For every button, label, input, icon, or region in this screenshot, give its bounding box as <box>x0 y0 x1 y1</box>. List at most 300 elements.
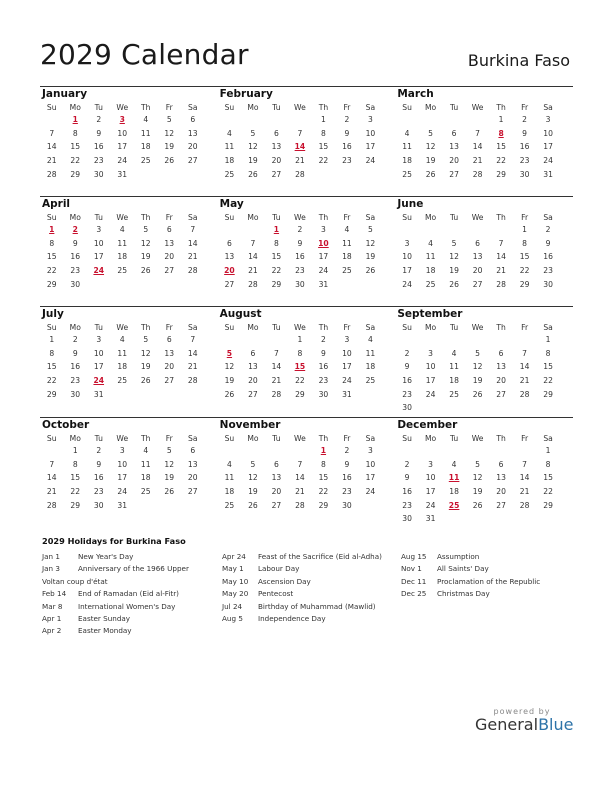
day-cell: 4 <box>143 115 149 124</box>
day-cell: 6 <box>190 446 196 455</box>
holiday-item <box>222 601 386 613</box>
week-row <box>395 127 573 141</box>
day-cell: 27 <box>164 266 175 276</box>
day-cell: 4 <box>368 335 373 344</box>
weekday-header: Fr <box>165 103 173 112</box>
weekday-header-row <box>395 101 573 113</box>
day-cell: 26 <box>140 376 151 386</box>
day-cell: 4 <box>451 348 457 358</box>
day-cell: 17 <box>425 376 436 386</box>
day-cell: 14 <box>519 473 530 483</box>
week-row <box>40 278 218 292</box>
day-cell: 16 <box>70 252 81 262</box>
day-cell <box>218 333 242 347</box>
day-cell <box>442 512 466 526</box>
day-cell: 22 <box>543 487 553 497</box>
day-cell <box>489 333 513 347</box>
day-cell: 4 <box>344 225 350 234</box>
day-cell: 29 <box>543 500 553 510</box>
day-cell: 25 <box>449 389 459 399</box>
weekday-header: Th <box>496 323 506 332</box>
day-cell: 4 <box>143 446 149 455</box>
month-block <box>218 418 396 527</box>
week-row <box>395 471 573 485</box>
month-name: December <box>397 419 458 431</box>
day-cell: 14 <box>187 348 198 358</box>
holiday-item <box>401 563 565 575</box>
weekday-header: Tu <box>449 103 459 112</box>
day-cell: 3 <box>96 225 102 234</box>
weekday-header: We <box>471 103 484 112</box>
day-cell: 11 <box>342 238 352 248</box>
day-cell: 21 <box>271 376 282 386</box>
day-cell: 7 <box>190 335 196 344</box>
day-cell: 12 <box>164 128 175 138</box>
day-cell: 4 <box>227 128 232 138</box>
day-cell <box>395 444 419 458</box>
day-cell: 26 <box>425 169 436 179</box>
holiday-item <box>42 576 212 588</box>
day-cell <box>241 223 265 237</box>
day-cell: 22 <box>496 156 506 166</box>
month-block <box>40 307 218 417</box>
day-cell: 30 <box>402 403 412 413</box>
weekday-header: Su <box>224 103 235 112</box>
day-cell: 28 <box>519 389 530 399</box>
day-cell <box>265 444 289 458</box>
day-cell: 11 <box>140 459 151 469</box>
day-cell: 15 <box>318 142 329 152</box>
weekday-header: Tu <box>272 434 281 443</box>
month-name: June <box>397 198 424 210</box>
weekday-header: Th <box>496 103 506 112</box>
holiday-item <box>42 588 212 600</box>
day-cell: 9 <box>344 459 350 469</box>
week-row <box>395 512 573 526</box>
holiday-day-cell: 11 <box>448 473 460 483</box>
weekday-header: We <box>116 213 129 222</box>
day-cell <box>312 168 336 182</box>
day-cell: 3 <box>428 348 434 358</box>
day-cell: 28 <box>187 376 198 386</box>
day-cell: 21 <box>46 487 57 497</box>
day-cell: 27 <box>472 279 483 289</box>
day-cell: 28 <box>496 279 506 289</box>
weekday-header: Mo <box>424 323 437 332</box>
day-cell: 13 <box>449 142 459 152</box>
day-cell: 15 <box>318 473 329 483</box>
weekday-header: We <box>471 213 484 222</box>
day-cell: 31 <box>543 169 553 179</box>
day-cell: 23 <box>543 266 553 276</box>
day-cell: 20 <box>164 362 175 372</box>
day-cell <box>181 278 205 292</box>
week-row <box>218 264 396 278</box>
holiday-day-cell: 24 <box>93 376 105 386</box>
day-cell: 14 <box>519 362 530 372</box>
day-cell: 23 <box>318 376 329 386</box>
day-cell: 10 <box>342 348 352 358</box>
day-cell: 19 <box>248 487 258 497</box>
day-cell: 24 <box>402 279 412 289</box>
month-name: March <box>397 88 434 100</box>
day-cell: 10 <box>425 362 436 372</box>
day-cell: 8 <box>297 348 303 358</box>
holiday-column-2 <box>222 551 386 625</box>
day-cell: 2 <box>522 115 528 124</box>
day-cell: 13 <box>248 362 258 372</box>
day-cell: 23 <box>342 156 352 166</box>
day-cell: 13 <box>271 473 282 483</box>
week-row <box>395 360 573 374</box>
day-cell <box>134 499 158 513</box>
brand-name <box>475 715 574 734</box>
month-block <box>40 418 218 527</box>
day-cell: 10 <box>93 348 104 358</box>
week-row <box>218 485 396 499</box>
holiday-name: New Year's Day <box>78 552 134 561</box>
day-cell: 8 <box>72 459 78 469</box>
day-cell: 22 <box>318 487 329 497</box>
week-row <box>218 374 396 388</box>
day-cell: 7 <box>475 128 481 138</box>
holiday-item <box>42 601 212 613</box>
day-cell: 15 <box>543 473 553 483</box>
day-cell: 23 <box>519 156 530 166</box>
weekday-header: Mo <box>424 434 437 443</box>
holiday-date: Nov 1 <box>401 564 422 574</box>
week-row <box>40 237 218 251</box>
weekday-header: Th <box>141 323 151 332</box>
day-cell: 9 <box>522 128 528 138</box>
holiday-item <box>401 576 565 588</box>
month-block <box>218 197 396 306</box>
day-cell: 24 <box>365 156 376 166</box>
day-cell: 5 <box>428 128 434 138</box>
weekday-header: Mo <box>424 213 437 222</box>
day-cell: 22 <box>46 376 57 386</box>
weekday-header: Th <box>318 213 329 222</box>
day-cell: 12 <box>248 473 258 483</box>
day-cell <box>134 388 158 402</box>
day-cell: 23 <box>93 156 104 166</box>
day-cell: 26 <box>365 266 376 276</box>
day-cell: 19 <box>365 252 376 262</box>
weekday-header: Tu <box>272 213 281 222</box>
week-row <box>40 333 218 347</box>
weekday-header: We <box>471 323 484 332</box>
day-cell: 21 <box>519 376 530 386</box>
week-row <box>40 374 218 388</box>
weekday-header: Mo <box>247 434 259 443</box>
day-cell: 19 <box>472 376 483 386</box>
day-cell <box>395 333 419 347</box>
day-cell <box>442 333 466 347</box>
month-block <box>395 197 573 306</box>
holiday-name: Easter Monday <box>78 626 132 636</box>
day-cell: 27 <box>187 156 198 166</box>
holiday-name: Christmas Day <box>437 589 490 599</box>
day-cell <box>158 499 182 513</box>
day-cell: 8 <box>321 128 326 138</box>
weekday-header: Th <box>141 213 151 222</box>
day-cell: 6 <box>190 115 196 124</box>
month-block <box>218 87 396 196</box>
day-cell: 18 <box>117 252 128 262</box>
weekday-header-row <box>40 101 218 113</box>
day-cell: 14 <box>496 252 506 262</box>
week-row <box>395 237 573 251</box>
page-title: 2029 Calendar <box>40 38 249 71</box>
day-cell: 31 <box>318 279 329 289</box>
holiday-day-cell: 8 <box>498 128 504 138</box>
weekday-header: Sa <box>365 213 376 222</box>
day-cell: 6 <box>498 348 504 358</box>
weekday-header: We <box>471 434 484 443</box>
week-row <box>395 223 573 237</box>
day-cell: 5 <box>475 348 481 358</box>
day-cell: 25 <box>365 376 376 386</box>
day-cell: 6 <box>475 238 481 248</box>
day-cell: 10 <box>425 473 436 483</box>
day-cell: 12 <box>248 142 258 152</box>
day-cell: 14 <box>295 473 305 483</box>
day-cell <box>442 113 466 127</box>
week-row <box>218 278 396 292</box>
holiday-name: Ascension Day <box>258 576 311 586</box>
day-cell <box>241 444 265 458</box>
week-row <box>218 127 396 141</box>
day-cell: 5 <box>451 238 457 248</box>
month-name: August <box>219 308 262 320</box>
week-row <box>40 458 218 472</box>
day-cell: 16 <box>543 252 553 262</box>
week-row <box>218 388 396 402</box>
day-cell: 16 <box>93 142 104 152</box>
day-cell: 7 <box>49 459 55 469</box>
day-cell: 28 <box>295 169 305 179</box>
month-block <box>40 197 218 306</box>
week-row <box>40 140 218 154</box>
day-cell: 1 <box>545 446 551 455</box>
holiday-column-1 <box>42 551 212 638</box>
day-cell: 16 <box>70 362 81 372</box>
weekday-header: Su <box>402 323 412 332</box>
day-cell: 21 <box>472 156 483 166</box>
day-cell <box>265 113 289 127</box>
day-cell: 12 <box>164 459 175 469</box>
day-cell <box>442 223 466 237</box>
week-row <box>395 250 573 264</box>
day-cell <box>513 333 537 347</box>
day-cell: 16 <box>519 142 530 152</box>
day-cell: 19 <box>140 252 151 262</box>
week-row <box>395 499 573 513</box>
day-cell: 26 <box>472 500 483 510</box>
day-cell: 7 <box>49 128 55 138</box>
day-cell: 24 <box>543 156 553 166</box>
day-cell: 15 <box>496 142 506 152</box>
holiday-name: Independence Day <box>258 614 326 624</box>
weekday-header: Tu <box>272 103 281 112</box>
weekday-header: Su <box>402 213 412 222</box>
day-cell: 17 <box>342 362 352 372</box>
day-cell: 26 <box>164 156 175 166</box>
weekday-header: Tu <box>94 323 103 332</box>
day-cell: 31 <box>93 389 104 399</box>
day-cell: 13 <box>164 238 175 248</box>
weekday-header: Tu <box>94 434 103 443</box>
holiday-date: Aug 5 <box>222 614 243 624</box>
day-cell: 15 <box>70 142 81 152</box>
holiday-date: Dec 25 <box>401 589 427 599</box>
weekday-header: We <box>294 213 306 222</box>
day-cell: 24 <box>365 487 376 497</box>
day-cell: 31 <box>342 389 352 399</box>
holiday-date: Jul 24 <box>222 601 243 611</box>
weekday-header: Tu <box>272 323 281 332</box>
day-cell: 9 <box>321 348 326 358</box>
day-cell: 26 <box>224 389 235 399</box>
day-cell: 24 <box>425 500 436 510</box>
weekday-header: Mo <box>247 323 259 332</box>
holiday-date: Aug 15 <box>401 552 427 561</box>
day-cell: 4 <box>428 238 434 248</box>
day-cell: 4 <box>119 335 125 344</box>
day-cell <box>134 168 158 182</box>
day-cell <box>241 113 265 127</box>
day-cell: 11 <box>117 238 128 248</box>
day-cell <box>359 168 383 182</box>
day-cell <box>466 444 490 458</box>
holiday-date: Apr 24 <box>222 552 246 561</box>
day-cell: 16 <box>93 473 104 483</box>
weekday-header: Su <box>224 434 235 443</box>
day-cell: 26 <box>140 266 151 276</box>
day-cell: 2 <box>321 335 326 344</box>
holiday-date: May 1 <box>222 564 244 574</box>
day-cell <box>466 113 490 127</box>
day-cell: 18 <box>365 362 376 372</box>
week-row <box>218 471 396 485</box>
day-cell <box>466 512 490 526</box>
day-cell: 9 <box>404 473 410 483</box>
day-cell: 10 <box>93 238 104 248</box>
day-cell: 20 <box>248 376 258 386</box>
day-cell: 13 <box>164 348 175 358</box>
day-cell: 3 <box>368 115 373 124</box>
holiday-item <box>401 588 565 600</box>
day-cell: 1 <box>522 225 528 234</box>
holiday-name: All Saints' Day <box>437 564 489 574</box>
holiday-date: Mar 8 <box>42 601 63 611</box>
day-cell: 11 <box>365 348 376 358</box>
weekday-header: Tu <box>94 103 103 112</box>
day-cell: 26 <box>472 389 483 399</box>
week-row <box>395 278 573 292</box>
day-cell: 27 <box>248 389 258 399</box>
weekday-header: Sa <box>188 323 198 332</box>
day-cell: 17 <box>365 142 376 152</box>
day-cell: 28 <box>472 169 483 179</box>
day-cell: 14 <box>472 142 483 152</box>
day-cell <box>395 223 419 237</box>
weekday-header: Sa <box>365 434 376 443</box>
day-cell: 25 <box>402 169 412 179</box>
day-cell: 19 <box>140 362 151 372</box>
day-cell: 24 <box>117 487 128 497</box>
day-cell: 8 <box>49 348 55 358</box>
weekday-header: Sa <box>543 434 553 443</box>
day-cell <box>40 113 64 127</box>
day-cell: 1 <box>545 335 551 344</box>
weekday-header: Su <box>46 213 57 222</box>
quarter-row <box>40 196 573 306</box>
quarter-row <box>40 417 573 527</box>
day-cell: 31 <box>117 500 128 510</box>
day-cell: 19 <box>425 156 436 166</box>
month-block <box>395 87 573 196</box>
day-cell: 22 <box>46 266 57 276</box>
day-cell: 18 <box>425 266 436 276</box>
day-cell: 15 <box>46 252 57 262</box>
holiday-column-3 <box>401 551 565 601</box>
brand-name-part1: General <box>475 715 539 734</box>
day-cell: 29 <box>295 389 305 399</box>
weekday-header: Fr <box>165 323 173 332</box>
day-cell: 27 <box>164 376 175 386</box>
day-cell: 18 <box>140 473 151 483</box>
day-cell: 8 <box>545 348 551 358</box>
week-row <box>395 113 573 127</box>
day-cell: 7 <box>522 348 528 358</box>
day-cell: 25 <box>224 169 235 179</box>
calendar-grid <box>40 86 573 527</box>
week-row <box>218 168 396 182</box>
day-cell: 19 <box>164 142 175 152</box>
day-cell: 1 <box>72 446 78 455</box>
day-cell: 16 <box>342 142 352 152</box>
weekday-header: Sa <box>543 103 553 112</box>
day-cell: 19 <box>449 266 459 276</box>
day-cell <box>489 401 513 415</box>
week-row <box>395 485 573 499</box>
day-cell: 30 <box>70 279 81 289</box>
day-cell: 4 <box>119 225 125 234</box>
weekday-header: Th <box>318 434 329 443</box>
weekday-header: Th <box>141 434 151 443</box>
day-cell <box>111 388 135 402</box>
day-cell: 20 <box>496 376 506 386</box>
day-cell: 23 <box>70 266 81 276</box>
weekday-header: Mo <box>424 103 437 112</box>
weekday-header: Su <box>402 434 412 443</box>
day-cell: 26 <box>164 487 175 497</box>
week-row <box>218 237 396 251</box>
day-cell: 22 <box>318 156 329 166</box>
day-cell: 5 <box>368 225 373 234</box>
week-row <box>395 444 573 458</box>
week-row <box>40 485 218 499</box>
holiday-day-cell: 3 <box>119 115 125 124</box>
week-row <box>218 140 396 154</box>
week-row <box>40 250 218 264</box>
day-cell: 30 <box>70 389 81 399</box>
day-cell <box>489 223 513 237</box>
week-row <box>40 499 218 513</box>
week-row <box>395 401 573 415</box>
day-cell: 9 <box>96 128 102 138</box>
